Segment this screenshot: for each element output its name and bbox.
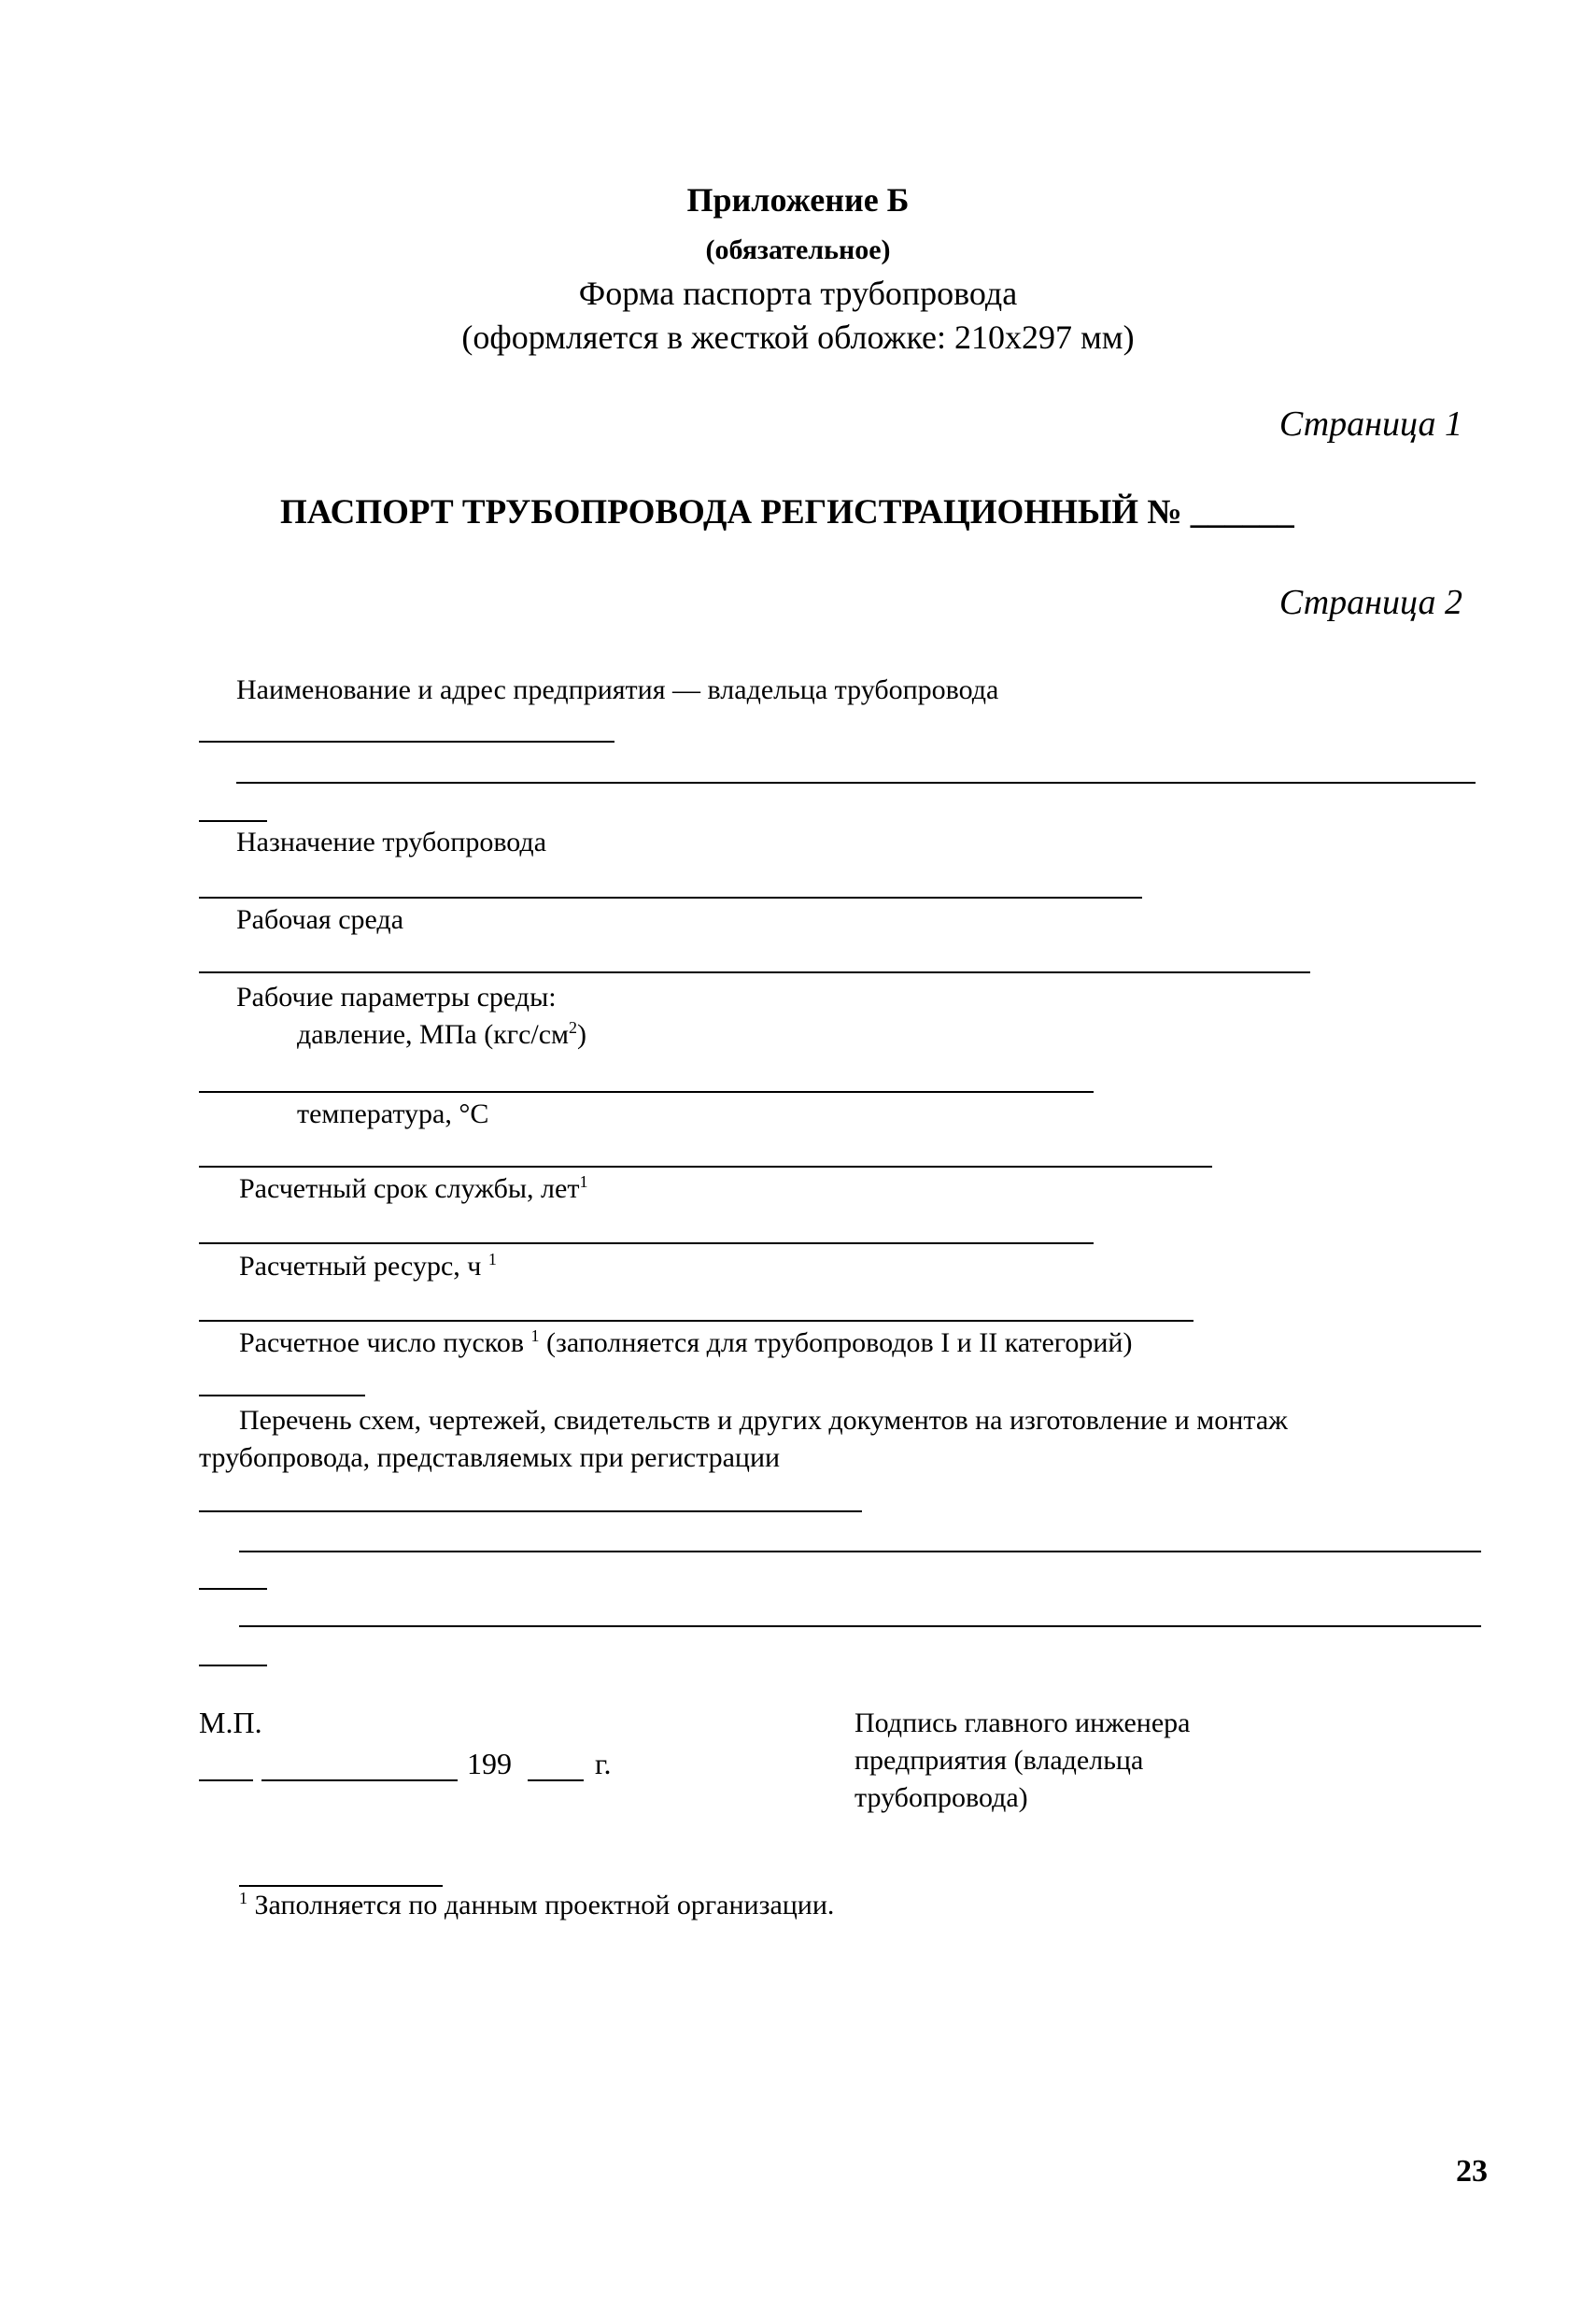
footnote-separator — [239, 1885, 443, 1887]
pressure-label — [297, 1018, 587, 1050]
resource-text: Расчетный ресурс, ч — [239, 1251, 482, 1282]
temperature-label: температура, °С — [297, 1098, 489, 1129]
pressure-close: ) — [577, 1019, 587, 1050]
footnote — [239, 1889, 835, 1920]
date-day-line — [199, 1779, 253, 1781]
medium-field-label: Рабочая среда — [236, 904, 404, 935]
starts-label — [239, 1326, 1133, 1358]
page-2-label: Страница 2 — [1278, 583, 1462, 622]
registration-number-blank: ______ — [1190, 493, 1294, 531]
year-prefix: 199 — [467, 1747, 512, 1780]
starts-note: (заполняется для трубопроводов I и II категорий) — [545, 1327, 1133, 1358]
docs-line-1 — [199, 1510, 862, 1512]
service-life-label — [239, 1172, 588, 1204]
pressure-text: давление, МПа (кгс/см — [297, 1019, 570, 1050]
medium-line — [199, 971, 1310, 973]
starts-footnote-mark: 1 — [530, 1326, 540, 1345]
resource-footnote-mark: 1 — [487, 1250, 497, 1268]
owner-line-3 — [199, 820, 267, 822]
passport-title — [280, 495, 1294, 530]
page-number: 23 — [1456, 2154, 1488, 2189]
stamp-label: М.П. — [199, 1706, 262, 1739]
date-month-line — [261, 1779, 458, 1781]
form-note: (оформляется в жесткой обложке: 210х297 мм) — [461, 319, 1135, 356]
starts-line — [199, 1395, 365, 1396]
docs-line-2 — [239, 1551, 1481, 1552]
temperature-line — [199, 1166, 1212, 1168]
starts-text: Расчетное число пусков — [239, 1327, 524, 1358]
docs-line-5 — [199, 1665, 267, 1666]
owner-line-2 — [236, 782, 1476, 784]
pressure-exponent: 2 — [569, 1018, 578, 1037]
service-life-line — [199, 1242, 1094, 1244]
footnote-text: Заполняется по данным проектной организации. — [254, 1890, 835, 1920]
signature-label-line-2: предприятия (владельца — [854, 1745, 1144, 1776]
resource-label — [239, 1250, 497, 1282]
year-suffix: г. — [595, 1747, 612, 1780]
docs-label-line-2: трубопровода, представляемых при регистрации — [199, 1442, 781, 1473]
docs-line-3 — [199, 1588, 267, 1590]
service-life-footnote-mark: 1 — [579, 1172, 588, 1191]
docs-line-4 — [239, 1625, 1481, 1627]
service-life-text: Расчетный срок службы, лет — [239, 1173, 580, 1204]
passport-title-text: ПАСПОРТ ТРУБОПРОВОДА РЕГИСТРАЦИОННЫЙ № — [280, 493, 1182, 531]
appendix-heading: Приложение Б — [686, 181, 910, 219]
owner-field-label: Наименование и адрес предприятия — владельца трубопровода — [236, 674, 999, 705]
page-1-label: Страница 1 — [1278, 404, 1462, 444]
footnote-mark: 1 — [239, 1889, 247, 1907]
mandatory-label: (обязательное) — [705, 234, 891, 265]
purpose-field-label: Назначение трубопровода — [236, 827, 547, 857]
owner-line-1 — [199, 741, 614, 743]
pressure-line — [199, 1091, 1094, 1093]
signature-label-line-3: трубопровода) — [854, 1782, 1028, 1813]
year-blank-line — [528, 1779, 584, 1781]
purpose-line — [199, 897, 1142, 899]
resource-line — [199, 1320, 1193, 1322]
docs-label-line-1: Перечень схем, чертежей, свидетельств и других документов на изготовление и монтаж — [239, 1405, 1288, 1436]
params-label: Рабочие параметры среды: — [236, 982, 557, 1013]
form-title: Форма паспорта трубопровода — [578, 275, 1018, 312]
signature-label-line-1: Подпись главного инженера — [854, 1708, 1191, 1738]
